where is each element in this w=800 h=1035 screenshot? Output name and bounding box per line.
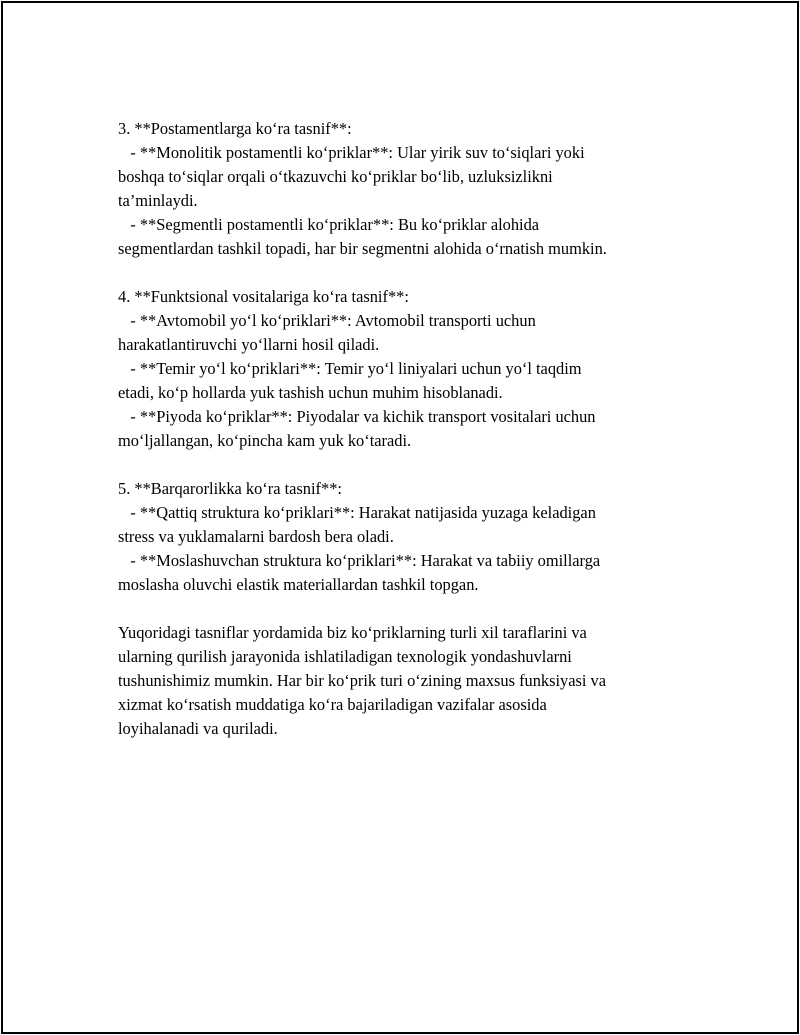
paragraph-line: harakatlantiruvchi yo‘llarni hosil qiladi. (118, 335, 380, 354)
section-heading: 4. **Funktsional vositalariga ko‘ra tasnif**: (118, 287, 409, 306)
section-conclusion (118, 621, 688, 741)
paragraph-line: - **Avtomobil yo‘l ko‘priklari**: Avtomobil transporti uchun (118, 311, 536, 330)
paragraph-line: Yuqoridagi tasniflar yordamida biz ko‘priklarning turli xil taraflarini va (118, 623, 587, 642)
paragraph-line: tushunishimiz mumkin. Har bir ko‘prik turi o‘zining maxsus funksiyasi va (118, 671, 607, 690)
paragraph-line: loyihalanadi va quriladi. (118, 719, 278, 738)
paragraph-line: - **Temir yo‘l ko‘priklari**: Temir yo‘l liniyalari uchun yo‘l taqdim (118, 359, 582, 378)
paragraph-line: boshqa to‘siqlar orqali o‘tkazuvchi ko‘priklar bo‘lib, uzluksizlikni (118, 167, 553, 186)
paragraph-line: - **Moslashuvchan struktura ko‘priklari**: Harakat va tabiiy omillarga (118, 551, 601, 570)
paragraph-line: etadi, ko‘p hollarda yuk tashish uchun muhim hisoblanadi. (118, 383, 503, 402)
paragraph-line: segmentlardan tashkil topadi, har bir segmentni alohida o‘rnatish mumkin. (118, 239, 607, 258)
paragraph-spacer (118, 597, 688, 621)
paragraph-spacer (118, 261, 688, 285)
section-postament-classification (118, 117, 688, 261)
section-stability-classification (118, 477, 688, 597)
paragraph-line: moslasha oluvchi elastik materiallardan tashkil topgan. (118, 575, 479, 594)
paragraph-spacer (118, 453, 688, 477)
paragraph-line: mo‘ljallangan, ko‘pincha kam yuk ko‘taradi. (118, 431, 412, 450)
section-functional-classification (118, 285, 688, 453)
paragraph-line: - **Segmentli postamentli ko‘priklar**: Bu ko‘priklar alohida (118, 215, 540, 234)
paragraph-line: - **Piyoda ko‘priklar**: Piyodalar va kichik transport vositalari uchun (118, 407, 596, 426)
paragraph-line: xizmat ko‘rsatish muddatiga ko‘ra bajariladigan vazifalar asosida (118, 695, 547, 714)
document-body (118, 117, 688, 741)
section-heading: 3. **Postamentlarga ko‘ra tasnif**: (118, 119, 352, 138)
section-heading: 5. **Barqarorlikka ko‘ra tasnif**: (118, 479, 342, 498)
paragraph-line: ta’minlaydi. (118, 191, 198, 210)
paragraph-line: - **Qattiq struktura ko‘priklari**: Harakat natijasida yuzaga keladigan (118, 503, 596, 522)
paragraph-line: - **Monolitik postamentli ko‘priklar**: Ular yirik suv to‘siqlari yoki (118, 143, 585, 162)
paragraph-line: stress va yuklamalarni bardosh bera oladi. (118, 527, 394, 546)
paragraph-line: ularning qurilish jarayonida ishlatiladigan texnologik yondashuvlarni (118, 647, 572, 666)
